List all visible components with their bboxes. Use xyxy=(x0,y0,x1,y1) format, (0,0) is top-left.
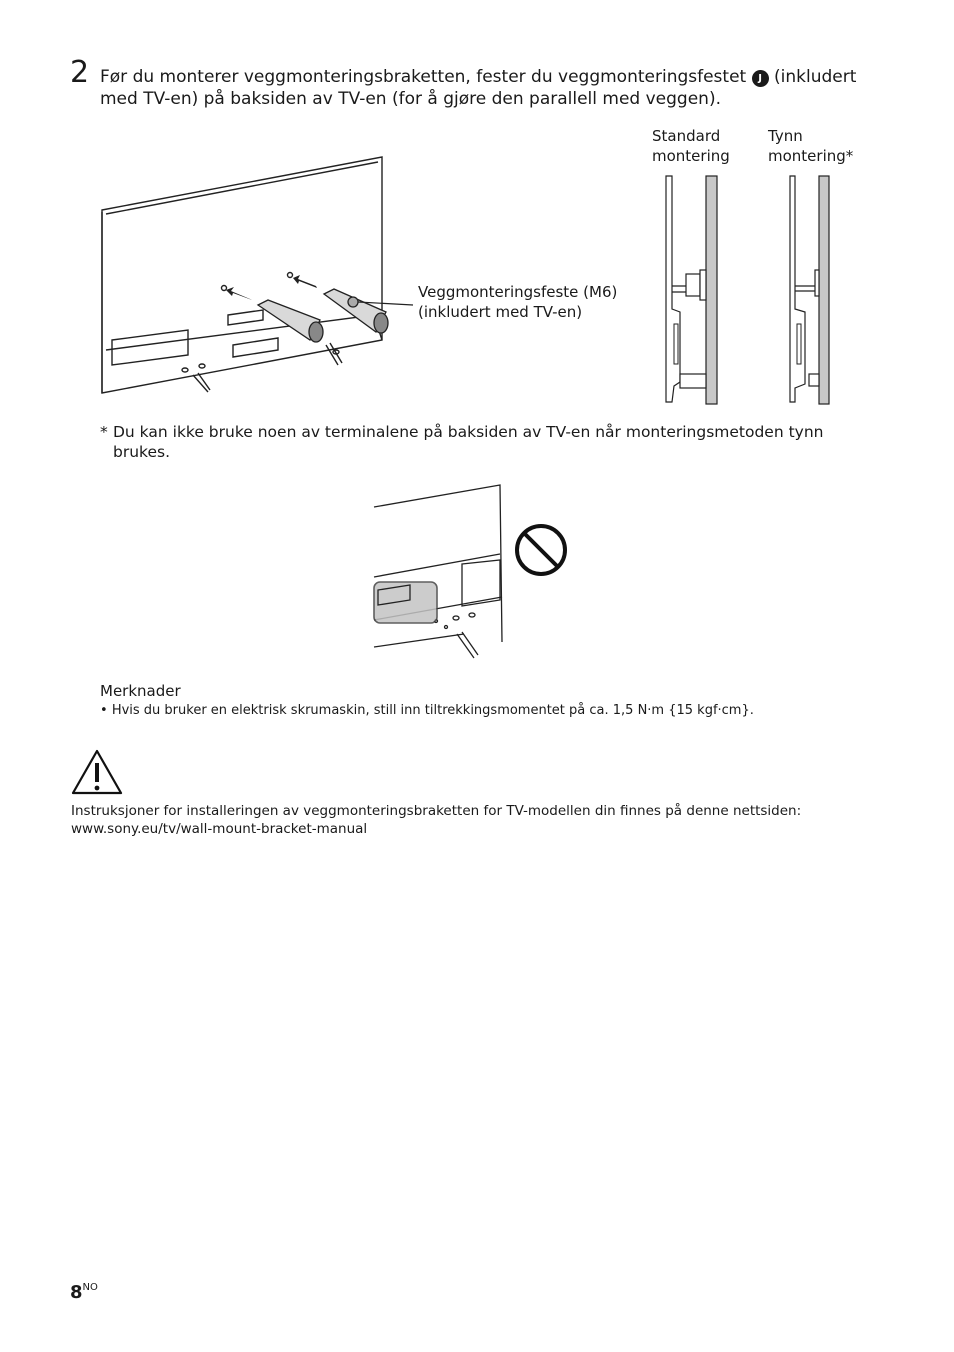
notes-title: Merknader xyxy=(100,682,181,700)
page-number xyxy=(70,1282,98,1303)
notes-bullet: • xyxy=(100,703,108,718)
prohibition-icon xyxy=(513,522,569,578)
step-text-after: (inkludert med TV-en) på baksiden av TV-en (for å gjøre den parallell med veggen). xyxy=(100,67,857,109)
instructions-line1: Instruksjoner for installeringen av veggmonteringsbraketten for TV-modellen din finnes på denne nettsiden: xyxy=(71,803,802,819)
footnote-marker: * xyxy=(100,423,108,441)
part-j-marker: J xyxy=(752,70,769,87)
footnote xyxy=(100,422,860,462)
page-number-value: 8 xyxy=(70,1282,83,1303)
tv-back-illustration xyxy=(98,150,398,400)
arrow-left xyxy=(226,275,317,300)
terminal-illustration xyxy=(372,482,507,662)
instructions-url: www.sony.eu/tv/wall-mount-bracket-manual xyxy=(71,821,368,837)
instructions-text xyxy=(71,802,801,838)
standard-label-line2: montering xyxy=(652,147,730,165)
notes-item xyxy=(100,703,754,718)
page-number-suffix: NO xyxy=(82,1282,98,1293)
step-text-before: Før du monterer veggmonteringsbraketten, fester du veggmonteringsfestet xyxy=(100,67,747,87)
standard-mount-side-view xyxy=(660,174,720,406)
thin-mount-side-view xyxy=(785,174,835,406)
wall-mount-attachments xyxy=(258,289,388,342)
thin-label-line1: Tynn xyxy=(768,127,803,145)
standard-label-line1: Standard xyxy=(652,127,721,145)
step-instruction xyxy=(100,66,890,110)
footnote-text: Du kan ikke bruke noen av terminalene på baksiden av TV-en når monteringsmetoden tynn brukes. xyxy=(113,423,824,461)
step-number: 2 xyxy=(70,55,90,90)
callout-label-line1: Veggmonteringsfeste (M6) xyxy=(418,283,618,301)
terminal-highlight xyxy=(374,582,437,623)
thin-label-line2: montering* xyxy=(768,147,854,165)
callout-label-line2: (inkludert med TV-en) xyxy=(418,303,583,321)
notes-item-text: Hvis du bruker en elektrisk skrumaskin, still inn tiltrekkingsmomentet på ca. 1,5 N·m {15 kgf·cm}. xyxy=(111,703,754,718)
warning-icon xyxy=(70,748,124,796)
